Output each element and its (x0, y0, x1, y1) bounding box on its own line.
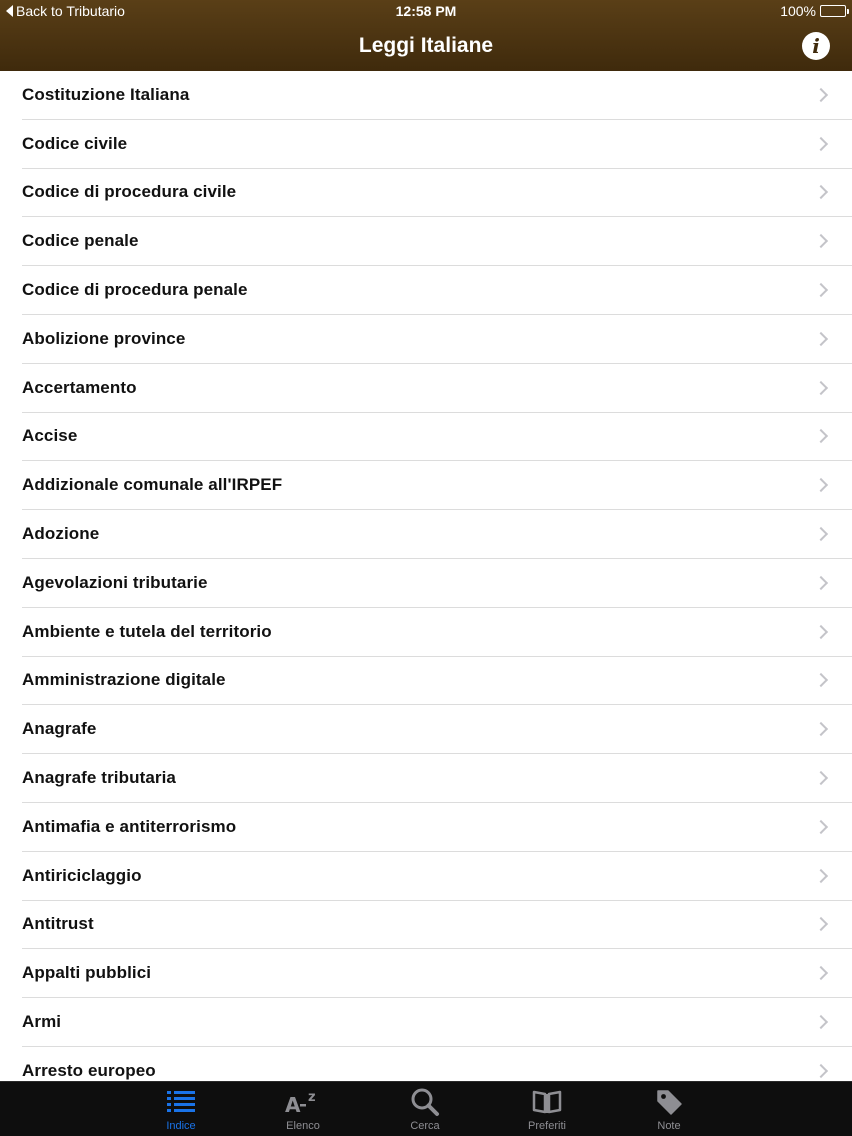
list-item-label: Ambiente e tutela del territorio (22, 621, 272, 641)
navigation-header (0, 0, 852, 71)
chevron-right-icon (814, 185, 828, 199)
list-item-label: Adozione (22, 524, 100, 544)
chevron-right-icon (814, 917, 828, 931)
chevron-right-icon (814, 1015, 828, 1029)
chevron-right-icon (814, 381, 828, 395)
chevron-right-icon (814, 966, 828, 980)
tab-label: Elenco (286, 1120, 320, 1132)
list-item-label: Antimafia e antiterrorismo (22, 816, 237, 836)
page-title: Leggi Italiane (358, 34, 494, 57)
list-item[interactable] (22, 169, 852, 218)
list-item-label: Arresto europeo (22, 1060, 156, 1080)
list-item[interactable] (22, 754, 852, 803)
tab-cerca[interactable] (385, 1082, 465, 1136)
list-item-label: Costituzione Italiana (22, 84, 190, 104)
chevron-right-icon (814, 820, 828, 834)
list-item-label: Codice penale (22, 231, 139, 251)
svg-text:A: A (285, 1093, 301, 1116)
svg-text:z: z (308, 1090, 316, 1105)
chevron-right-icon (814, 576, 828, 590)
tab-note[interactable] (629, 1082, 709, 1136)
list-item[interactable] (22, 71, 852, 120)
list-item[interactable] (22, 657, 852, 706)
back-link-label: Back to Tributario (16, 3, 125, 19)
list-item[interactable] (22, 852, 852, 901)
chevron-right-icon (814, 625, 828, 639)
list-item[interactable] (22, 1047, 852, 1081)
list-item-label: Amministrazione digitale (22, 670, 226, 690)
chevron-right-icon (814, 332, 828, 346)
list-item[interactable] (22, 803, 852, 852)
info-button[interactable] (802, 32, 830, 60)
chevron-right-icon (814, 771, 828, 785)
list-item[interactable] (22, 608, 852, 657)
list-item-label: Addizionale comunale all'IRPEF (22, 475, 283, 495)
tab-label: Preferiti (528, 1120, 566, 1132)
chevron-right-icon (814, 722, 828, 736)
chevron-right-icon (814, 478, 828, 492)
tag-icon (629, 1087, 709, 1117)
tab-indice[interactable] (141, 1082, 221, 1136)
search-icon (385, 1087, 465, 1117)
tab-bar (0, 1081, 852, 1136)
list-item[interactable] (22, 949, 852, 998)
list-item[interactable] (22, 559, 852, 608)
chevron-right-icon (814, 88, 828, 102)
list-item-label: Agevolazioni tributarie (22, 572, 208, 592)
battery-indicator (780, 3, 846, 19)
list-item-label: Anagrafe tributaria (22, 768, 176, 788)
list-item-label: Antiriciclaggio (22, 865, 142, 885)
list-item-label: Antitrust (22, 914, 94, 934)
chevron-right-icon (814, 1064, 828, 1078)
chevron-right-icon (814, 527, 828, 541)
list-item[interactable] (22, 413, 852, 462)
battery-icon (820, 5, 846, 17)
list-item[interactable] (22, 461, 852, 510)
list-item-label: Appalti pubblici (22, 963, 152, 983)
list-item-label: Codice civile (22, 133, 128, 153)
tab-elenco[interactable] (263, 1082, 343, 1136)
law-list (0, 71, 852, 1081)
tab-label: Note (657, 1120, 681, 1132)
list-item-label: Codice di procedura civile (22, 182, 237, 202)
az-icon (263, 1087, 343, 1117)
status-time: 12:58 PM (395, 3, 457, 19)
list-item-label: Codice di procedura penale (22, 280, 248, 300)
list-item[interactable] (22, 510, 852, 559)
list-item[interactable] (22, 901, 852, 950)
chevron-right-icon (814, 673, 828, 687)
list-item[interactable] (22, 266, 852, 315)
list-item-label: Anagrafe (22, 719, 97, 739)
list-icon (141, 1087, 221, 1117)
list-item[interactable] (22, 120, 852, 169)
list-item[interactable] (22, 998, 852, 1047)
chevron-right-icon (814, 429, 828, 443)
list-item-label: Abolizione province (22, 328, 186, 348)
list-item[interactable] (22, 705, 852, 754)
chevron-right-icon (814, 283, 828, 297)
info-icon: i (812, 34, 820, 58)
list-item-label: Accise (22, 426, 78, 446)
list-item-label: Armi (22, 1012, 62, 1032)
list-item-label: Accertamento (22, 377, 137, 397)
tab-preferiti[interactable] (507, 1082, 587, 1136)
chevron-right-icon (814, 869, 828, 883)
chevron-right-icon (814, 234, 828, 248)
book-icon (507, 1087, 587, 1117)
battery-percent: 100% (780, 3, 816, 19)
list-item[interactable] (22, 364, 852, 413)
chevron-right-icon (814, 137, 828, 151)
list-item[interactable] (22, 217, 852, 266)
tab-label: Indice (166, 1120, 196, 1132)
status-bar (0, 0, 852, 22)
list-item[interactable] (22, 315, 852, 364)
tab-label: Cerca (410, 1120, 440, 1132)
